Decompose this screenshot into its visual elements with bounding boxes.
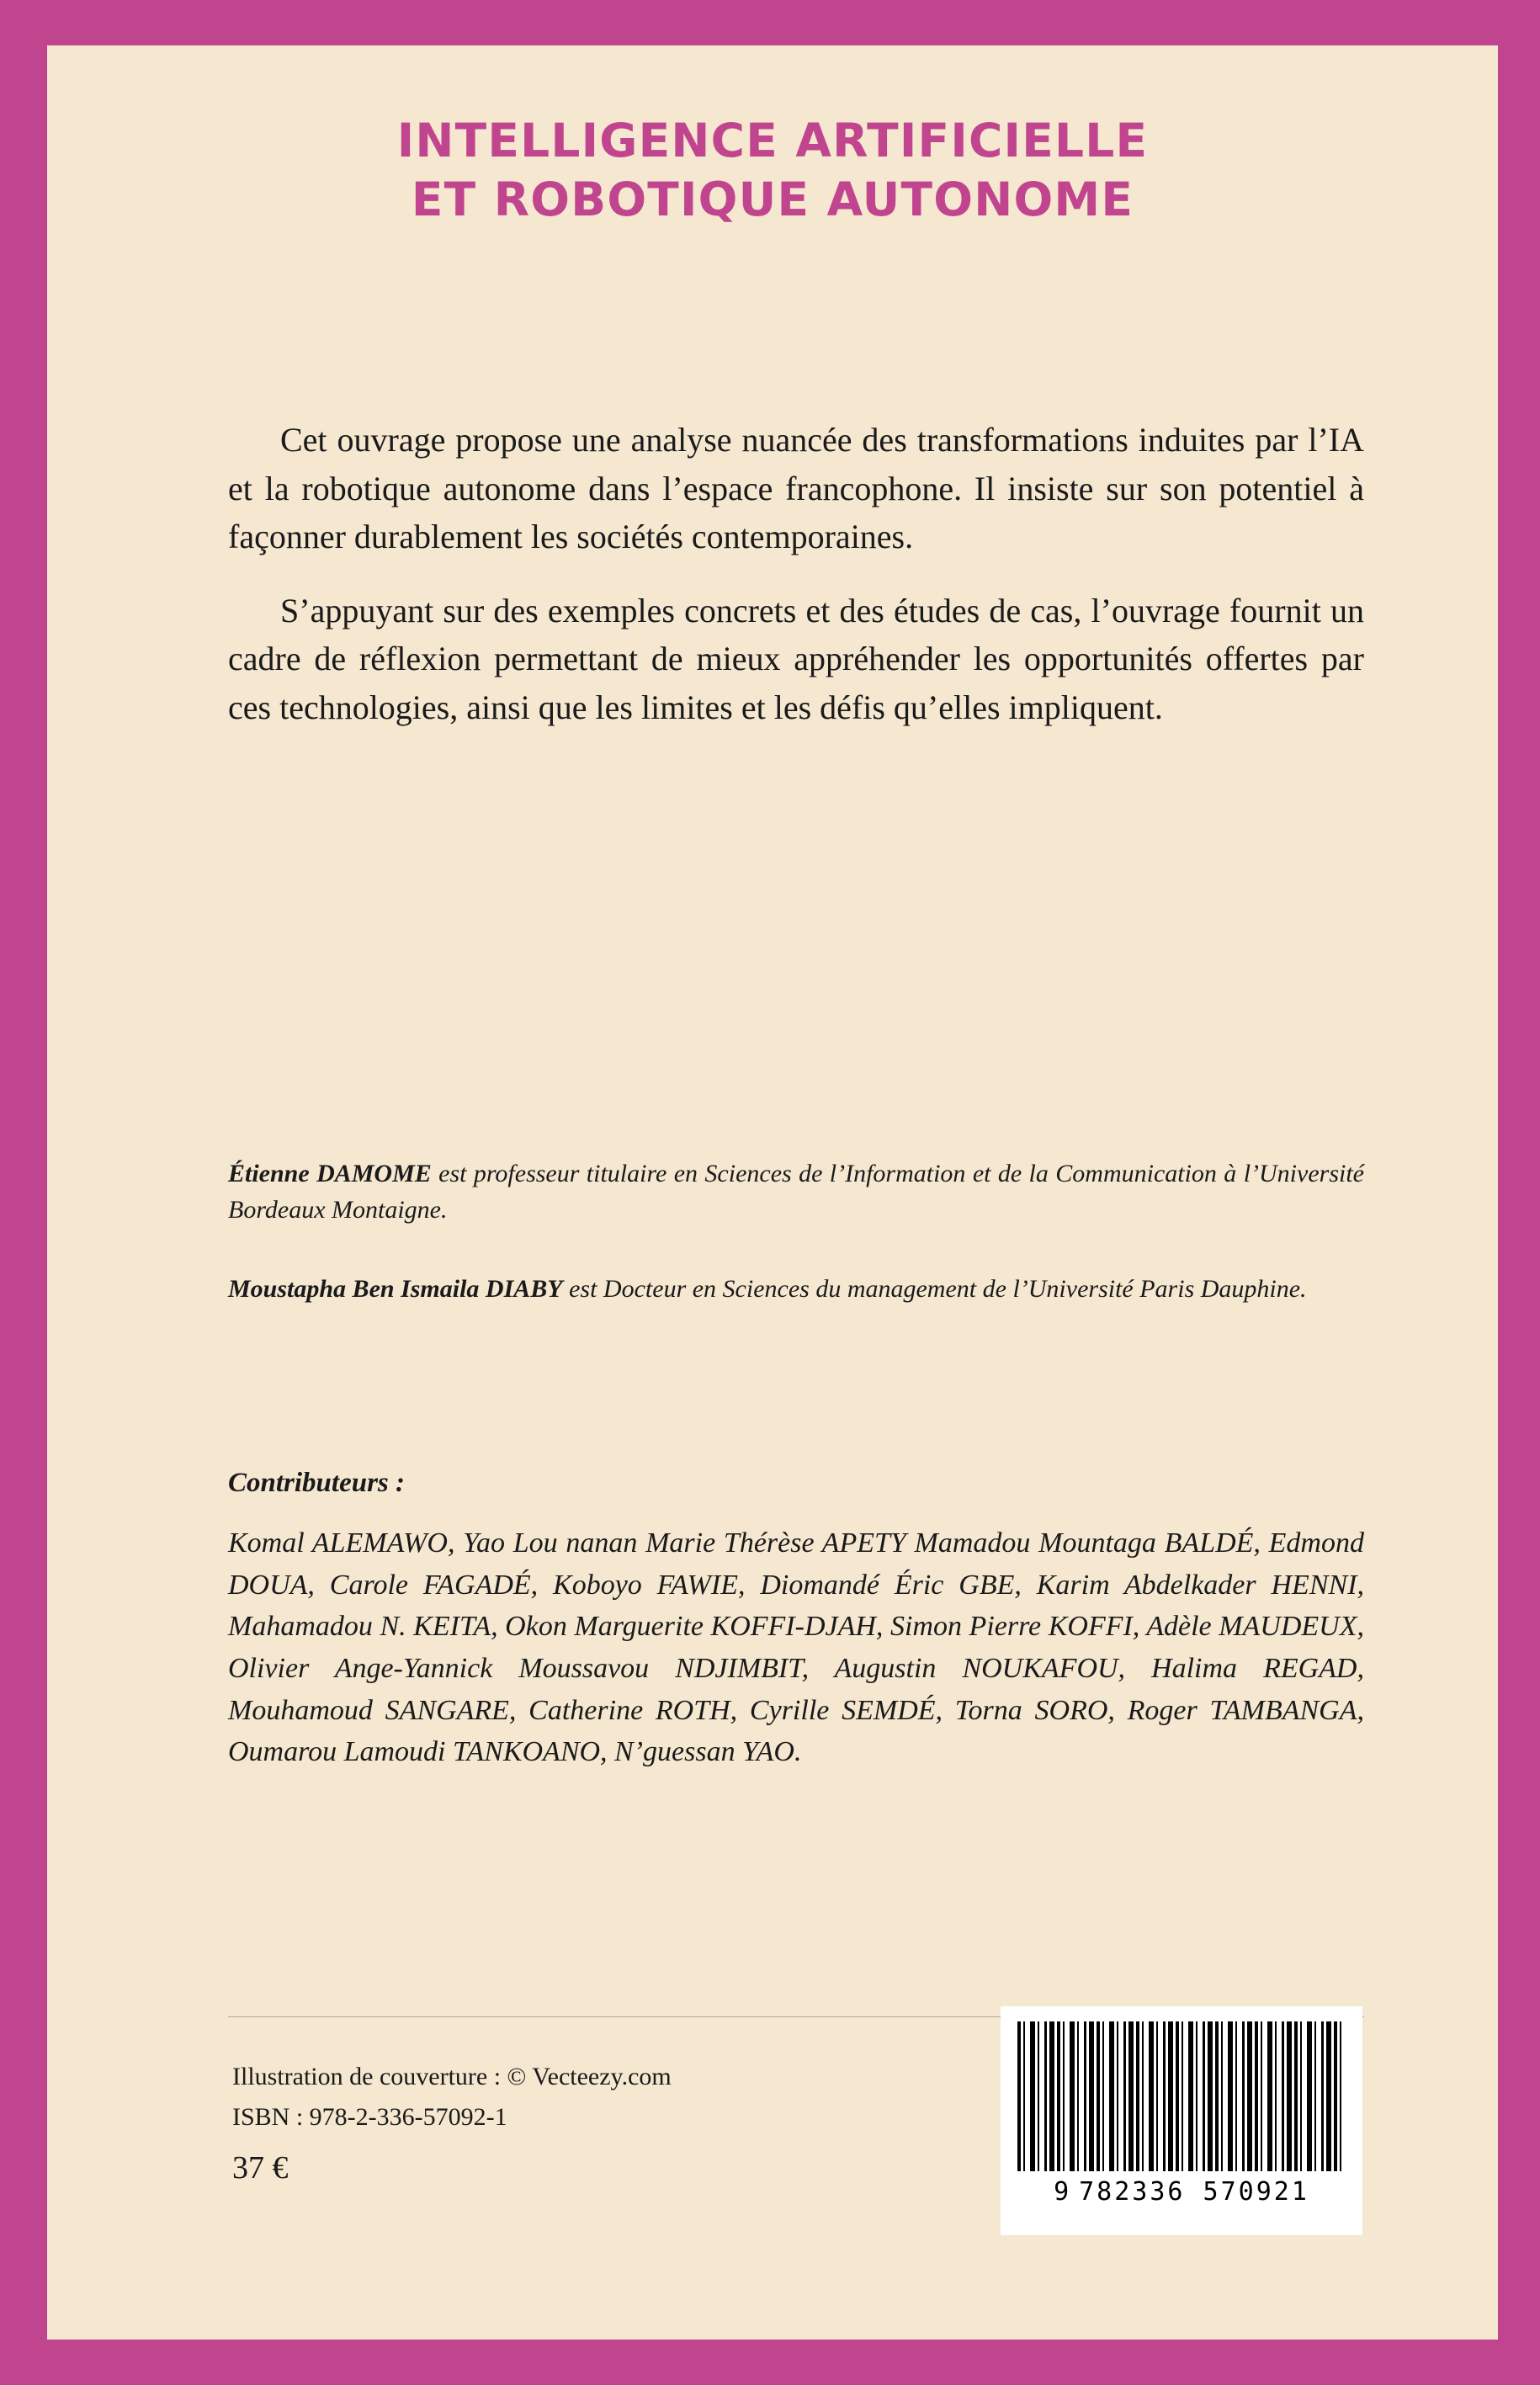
author-bio-2 — [228, 1272, 1364, 1308]
spine-strip — [0, 0, 47, 2385]
footer-info — [232, 2057, 990, 2194]
barcode — [1001, 2006, 1362, 2235]
contributors-list: Komal ALEMAWO, Yao Lou nanan Marie Thérèse APETY Mamadou Mountaga BALDÉ, Edmond DOUA, Carole FAGADÉ, Koboyo FAWIE, Diomandé Éric GBE, Karim Abdelkader HENNI, Mahamadou N. KEITA, Okon Marguerite KOFFI-DJAH, Simon Pierre KOFFI, Adèle MAUDEUX, Olivier Ange-Yannick Moussavou NDJIMBIT, Augustin NOUKAFOU, Halima REGAD, Mouhamoud SANGARE, Catherine ROTH, Cyrille SEMDÉ, Torna SORO, Roger TAMBANGA, Oumarou Lamoudi TANKOANO, N’guessan YAO. — [228, 1527, 1364, 1768]
barcode-bars — [1017, 2021, 1346, 2171]
cover-page — [47, 45, 1498, 2340]
blurb-paragraph-2: S’appuyant sur des exemples concrets et des études de cas, l’ouvrage fournit un cadre de réflexion permettant de mieux appréhender les opportunités offertes par ces technologies, ainsi que les limites et les défis qu’elles impliquent. — [228, 591, 1364, 726]
barcode-lead-digit: 9 — [1054, 2177, 1072, 2207]
title-line-2: ET ROBOTIQUE AUTONOME — [411, 173, 1134, 227]
author-name-1: Étienne DAMOME — [228, 1160, 432, 1187]
blurb-paragraph-1: Cet ouvrage propose une analyse nuancée des transformations induites par l’IA et la robotique autonome dans l’espace francophone. Il insiste sur son potentiel à façonner durablement les sociétés contemporaines. — [228, 421, 1364, 556]
blurb — [228, 416, 1364, 757]
illustration-credit: Illustration de couverture : © Vecteezy.com — [232, 2063, 672, 2090]
contributors-heading: Contributeurs : — [228, 1468, 405, 1498]
author-bio-text-2: est Docteur en Sciences du management de l’Université Paris Dauphine. — [562, 1275, 1307, 1304]
price-text: 37 € — [232, 2150, 289, 2186]
author-name-2: Moustapha Ben Ismaila DIABY — [228, 1275, 563, 1304]
barcode-digits — [1054, 2177, 1309, 2207]
barcode-main-digits: 782336 570921 — [1079, 2177, 1309, 2207]
author-bio-1 — [228, 1156, 1364, 1228]
page-title — [47, 111, 1498, 230]
author-bio-text-1: est professeur titulaire en Sciences de l’Information et de la Communication à l’Université Bordeaux Montaigne. — [228, 1160, 1364, 1224]
author-bios — [228, 1156, 1364, 1352]
isbn-text: ISBN : 978-2-336-57092-1 — [232, 2103, 507, 2131]
title-line-1: INTELLIGENCE ARTIFICIELLE — [396, 114, 1149, 167]
